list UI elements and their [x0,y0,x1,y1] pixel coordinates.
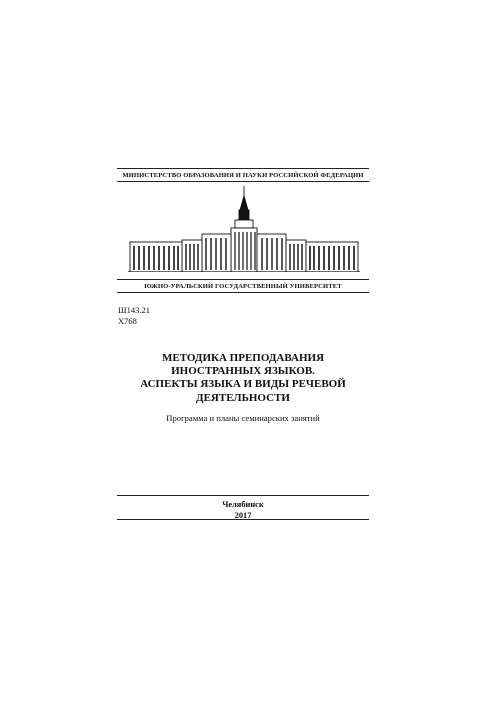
ministry-name: МИНИСТЕРСТВО ОБРАЗОВАНИЯ И НАУКИ РОССИЙСКОЙ ФЕДЕРАЦИИ [122,172,364,179]
classification-codes [118,305,150,326]
university-rule-top [117,279,369,280]
title-line-1: МЕТОДИКА ПРЕПОДАВАНИЯ [161,352,325,364]
ministry-rule [117,181,369,182]
publication-city: Челябинск [222,500,264,509]
title-line-4: ДЕЯТЕЛЬНОСТИ [196,391,290,404]
publication-info [117,500,369,521]
university-rule-bottom [117,292,369,293]
title-line-3: АСПЕКТЫ ЯЗЫКА И ВИДЫ РЕЧЕВОЙ [140,378,346,391]
udk-code: Ш143.21 [118,305,150,315]
footer-rule-bottom [117,519,369,520]
document-title [117,352,369,405]
footer-rule-top [117,495,369,496]
university-name: ЮЖНО-УРАЛЬСКИЙ ГОСУДАРСТВЕННЫЙ УНИВЕРСИТЕТ [144,283,342,290]
document-subtitle: Программа и планы семинарских занятий [166,413,320,423]
author-mark: Х768 [118,315,137,326]
title-line-2: ИНОСТРАННЫХ ЯЗЫКОВ. [171,365,315,378]
top-rule [117,168,369,169]
university-building-icon [128,186,360,272]
publication-year: 2017 [234,510,252,520]
